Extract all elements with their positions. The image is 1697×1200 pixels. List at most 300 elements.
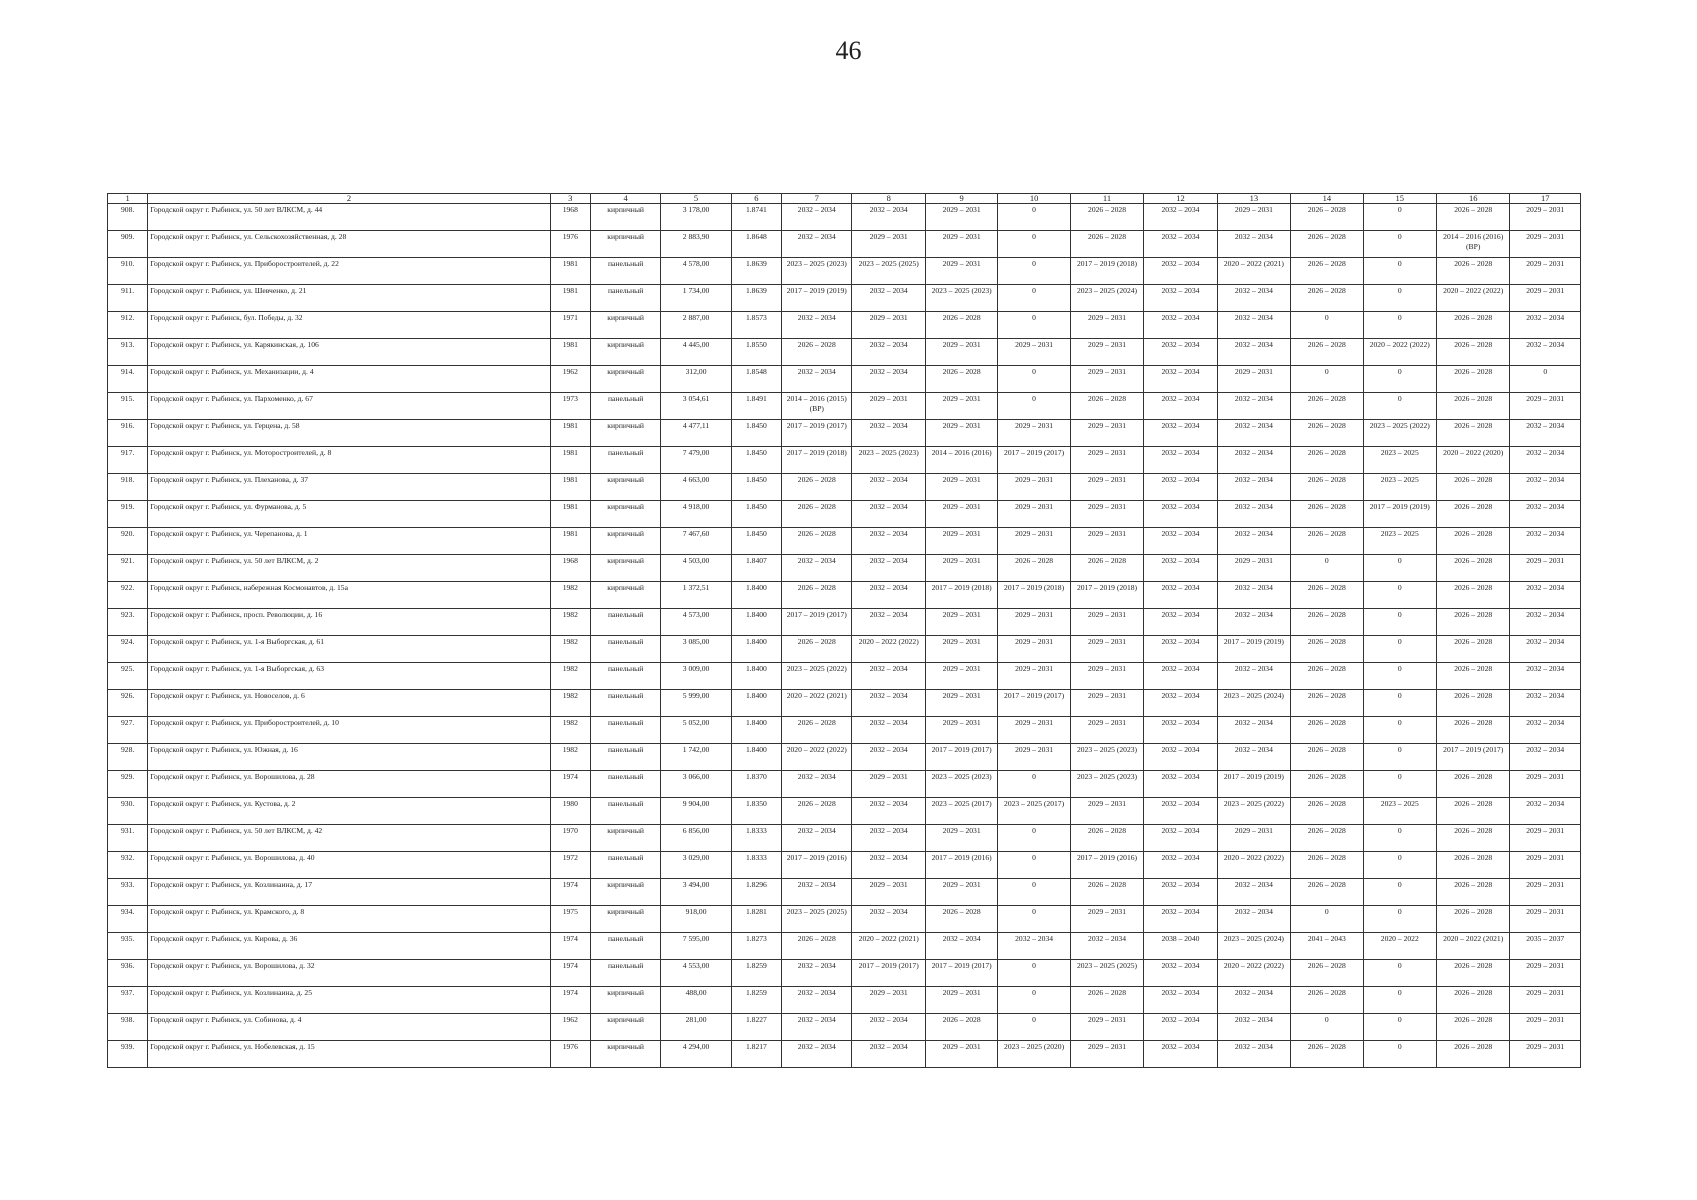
table-cell: 2017 – 2019 (2016): [1070, 852, 1143, 879]
table-cell: 2026 – 2028: [1291, 1041, 1363, 1068]
table-cell: 0: [998, 258, 1070, 285]
table-cell: 2017 – 2019 (2019): [1363, 501, 1436, 528]
table-cell: 2029 – 2031: [925, 555, 997, 582]
table-cell: 2032 – 2034: [1510, 447, 1581, 474]
table-cell: 2020 – 2022 (2021): [852, 933, 925, 960]
table-cell: 1968: [550, 204, 590, 231]
address-cell: Городской округ г. Рыбинск, ул. Сельскохозяйственная, д. 28: [148, 231, 550, 258]
table-cell: 2026 – 2028: [1291, 717, 1363, 744]
address-cell: Городской округ г. Рыбинск, ул. Козлинаина, д. 17: [148, 879, 550, 906]
row-number-cell: 915.: [108, 393, 148, 420]
table-cell: 2032 – 2034: [1217, 717, 1290, 744]
table-cell: 2017 – 2019 (2017): [782, 609, 852, 636]
row-number-cell: 933.: [108, 879, 148, 906]
table-cell: 7 479,00: [661, 447, 731, 474]
table-row: [108, 1014, 1581, 1041]
table-cell: 1962: [550, 366, 590, 393]
table-cell: 0: [1363, 690, 1436, 717]
table-cell: 2026 – 2028: [1436, 663, 1509, 690]
table-cell: 2026 – 2028: [1291, 204, 1363, 231]
table-cell: 2032 – 2034: [852, 744, 925, 771]
table-row: [108, 879, 1581, 906]
table-cell: 2032 – 2034: [852, 582, 925, 609]
table-cell: 2032 – 2034: [1144, 690, 1217, 717]
table-cell: 2032 – 2034: [1144, 501, 1217, 528]
table-cell: 2023 – 2025 (2023): [925, 285, 997, 312]
address-cell: Городской округ г. Рыбинск, ул. Кирова, д. 36: [148, 933, 550, 960]
table-cell: 2032 – 2034: [1217, 285, 1290, 312]
table-cell: 2032 – 2034: [1510, 339, 1581, 366]
table-cell: 2032 – 2034: [1217, 447, 1290, 474]
table-cell: 2032 – 2034: [782, 204, 852, 231]
table-cell: 2026 – 2028: [1291, 663, 1363, 690]
table-cell: 2026 – 2028: [1436, 339, 1509, 366]
table-cell: 2014 – 2016 (2016) (ВР): [1436, 231, 1509, 258]
table-cell: 1.8217: [731, 1041, 781, 1068]
table-row: [108, 582, 1581, 609]
table-cell: 2026 – 2028: [782, 582, 852, 609]
table-cell: 2032 – 2034: [852, 366, 925, 393]
table-cell: 2032 – 2034: [1217, 231, 1290, 258]
table-cell: 2026 – 2028: [1291, 798, 1363, 825]
table-cell: 2026 – 2028: [1436, 555, 1509, 582]
table-cell: 2026 – 2028: [1436, 690, 1509, 717]
table-cell: кирпичный: [590, 366, 660, 393]
table-cell: 2029 – 2031: [852, 231, 925, 258]
table-cell: 0: [1363, 906, 1436, 933]
table-cell: 2032 – 2034: [852, 555, 925, 582]
table-cell: 2032 – 2034: [852, 204, 925, 231]
column-header: 1: [108, 194, 148, 204]
table-cell: 1.8400: [731, 663, 781, 690]
table-cell: 2029 – 2031: [1070, 501, 1143, 528]
table-cell: 2032 – 2034: [782, 1014, 852, 1041]
table-cell: 0: [1363, 231, 1436, 258]
table-cell: 918,00: [661, 906, 731, 933]
table-cell: 2029 – 2031: [1070, 528, 1143, 555]
table-cell: панельный: [590, 285, 660, 312]
address-cell: Городской округ г. Рыбинск, ул. Кустова, д. 2: [148, 798, 550, 825]
table-cell: 2023 – 2025 (2025): [852, 258, 925, 285]
table-cell: 2032 – 2034: [852, 663, 925, 690]
row-number-cell: 929.: [108, 771, 148, 798]
table-cell: 1.8400: [731, 582, 781, 609]
table-cell: кирпичный: [590, 339, 660, 366]
table-cell: 1974: [550, 771, 590, 798]
column-header: 4: [590, 194, 660, 204]
table-cell: 2032 – 2034: [1510, 582, 1581, 609]
table-cell: 281,00: [661, 1014, 731, 1041]
table-cell: 2032 – 2034: [1217, 474, 1290, 501]
table-cell: 2029 – 2031: [1070, 474, 1143, 501]
table-cell: панельный: [590, 393, 660, 420]
table-cell: 0: [998, 906, 1070, 933]
address-cell: Городской округ г. Рыбинск, набережная Космонавтов, д. 15а: [148, 582, 550, 609]
address-cell: Городской округ г. Рыбинск, ул. Герцена, д. 58: [148, 420, 550, 447]
table-cell: 2032 – 2034: [1217, 420, 1290, 447]
table-cell: 2032 – 2034: [1217, 582, 1290, 609]
table-cell: 2032 – 2034: [852, 474, 925, 501]
table-cell: панельный: [590, 663, 660, 690]
table-cell: 2017 – 2019 (2019): [1217, 636, 1290, 663]
table-cell: 0: [998, 231, 1070, 258]
table-cell: 2032 – 2034: [1144, 582, 1217, 609]
address-cell: Городской округ г. Рыбинск, ул. Нобелевская, д. 15: [148, 1041, 550, 1068]
row-number-cell: 914.: [108, 366, 148, 393]
table-cell: 1976: [550, 231, 590, 258]
address-cell: Городской округ г. Рыбинск, бул. Победы, д. 32: [148, 312, 550, 339]
housing-register-table: [107, 193, 1581, 1068]
address-cell: Городской округ г. Рыбинск, ул. Новоселов, д. 6: [148, 690, 550, 717]
table-cell: 2026 – 2028: [1291, 258, 1363, 285]
table-cell: панельный: [590, 636, 660, 663]
table-row: [108, 474, 1581, 501]
table-cell: 2026 – 2028: [925, 906, 997, 933]
table-cell: 2026 – 2028: [782, 717, 852, 744]
column-header: 10: [998, 194, 1070, 204]
table-cell: 0: [1363, 771, 1436, 798]
table-cell: панельный: [590, 798, 660, 825]
table-cell: 2029 – 2031: [925, 231, 997, 258]
table-cell: 2032 – 2034: [1144, 312, 1217, 339]
table-cell: 2029 – 2031: [1510, 231, 1581, 258]
row-number-cell: 927.: [108, 717, 148, 744]
table-cell: 1981: [550, 339, 590, 366]
table-cell: 2032 – 2034: [1144, 717, 1217, 744]
table-cell: 1975: [550, 906, 590, 933]
table-cell: 3 054,61: [661, 393, 731, 420]
address-cell: Городской округ г. Рыбинск, ул. Приборостроителей, д. 22: [148, 258, 550, 285]
table-cell: 2026 – 2028: [1291, 771, 1363, 798]
table-cell: 2029 – 2031: [998, 609, 1070, 636]
table-cell: 2029 – 2031: [852, 987, 925, 1014]
table-cell: 2032 – 2034: [782, 555, 852, 582]
table-cell: 2023 – 2025 (2020): [998, 1041, 1070, 1068]
row-number-cell: 917.: [108, 447, 148, 474]
table-cell: 2032 – 2034: [852, 609, 925, 636]
table-cell: 2026 – 2028: [1070, 204, 1143, 231]
table-cell: 2032 – 2034: [852, 1014, 925, 1041]
table-cell: 2017 – 2019 (2016): [782, 852, 852, 879]
table-cell: 2032 – 2034: [852, 420, 925, 447]
table-cell: 2029 – 2031: [925, 528, 997, 555]
table-cell: 2029 – 2031: [998, 636, 1070, 663]
row-number-cell: 923.: [108, 609, 148, 636]
table-cell: 2026 – 2028: [1291, 231, 1363, 258]
table-cell: 0: [1363, 663, 1436, 690]
table-cell: 2032 – 2034: [1510, 420, 1581, 447]
table-row: [108, 258, 1581, 285]
table-cell: 0: [998, 204, 1070, 231]
table-cell: кирпичный: [590, 1014, 660, 1041]
table-cell: 2032 – 2034: [1144, 852, 1217, 879]
row-number-cell: 936.: [108, 960, 148, 987]
table-cell: 2032 – 2034: [998, 933, 1070, 960]
table-cell: 0: [1363, 366, 1436, 393]
table-cell: 1.8548: [731, 366, 781, 393]
table-cell: 2029 – 2031: [998, 501, 1070, 528]
table-cell: 3 009,00: [661, 663, 731, 690]
column-number-row: [108, 194, 1581, 204]
table-cell: 2026 – 2028: [782, 798, 852, 825]
table-row: [108, 906, 1581, 933]
row-number-cell: 934.: [108, 906, 148, 933]
table-cell: 2020 – 2022 (2022): [1436, 285, 1509, 312]
table-cell: 1.8227: [731, 1014, 781, 1041]
table-cell: 2029 – 2031: [1510, 1041, 1581, 1068]
table-cell: 2032 – 2034: [1144, 879, 1217, 906]
table-cell: 2029 – 2031: [1070, 798, 1143, 825]
table-cell: 2026 – 2028: [1436, 852, 1509, 879]
table-cell: 2032 – 2034: [1217, 744, 1290, 771]
table-cell: 1.8333: [731, 825, 781, 852]
table-cell: панельный: [590, 609, 660, 636]
table-cell: 1.8450: [731, 474, 781, 501]
table-cell: 2029 – 2031: [1070, 906, 1143, 933]
table-cell: 0: [1363, 582, 1436, 609]
table-cell: кирпичный: [590, 1041, 660, 1068]
table-cell: 2032 – 2034: [852, 906, 925, 933]
table-cell: 2014 – 2016 (2016): [925, 447, 997, 474]
table-cell: 0: [1291, 1014, 1363, 1041]
row-number-cell: 922.: [108, 582, 148, 609]
table-cell: 2032 – 2034: [1144, 960, 1217, 987]
table-cell: 2038 – 2040: [1144, 933, 1217, 960]
table-cell: 2023 – 2025 (2025): [1070, 960, 1143, 987]
table-cell: 1.8400: [731, 690, 781, 717]
table-row: [108, 798, 1581, 825]
table-cell: 2023 – 2025: [1363, 474, 1436, 501]
table-cell: 1.8400: [731, 636, 781, 663]
table-cell: 1982: [550, 744, 590, 771]
table-cell: 2029 – 2031: [1070, 690, 1143, 717]
table-cell: 2026 – 2028: [1436, 258, 1509, 285]
table-cell: 2020 – 2022 (2022): [782, 744, 852, 771]
table-cell: 2029 – 2031: [1070, 636, 1143, 663]
table-cell: 2032 – 2034: [1144, 528, 1217, 555]
table-cell: 1.8491: [731, 393, 781, 420]
table-cell: 2032 – 2034: [1217, 1041, 1290, 1068]
table-cell: 2023 – 2025: [1363, 447, 1436, 474]
table-cell: 2032 – 2034: [1144, 744, 1217, 771]
table-cell: 2032 – 2034: [1144, 798, 1217, 825]
table-cell: 2017 – 2019 (2018): [1070, 582, 1143, 609]
row-number-cell: 928.: [108, 744, 148, 771]
table-cell: 0: [1510, 366, 1581, 393]
table-cell: 2026 – 2028: [1436, 825, 1509, 852]
table-cell: 1.8450: [731, 447, 781, 474]
table-cell: 2029 – 2031: [1217, 555, 1290, 582]
table-cell: 2026 – 2028: [1070, 879, 1143, 906]
table-cell: 2026 – 2028: [925, 1014, 997, 1041]
table-cell: кирпичный: [590, 474, 660, 501]
table-cell: 2017 – 2019 (2016): [925, 852, 997, 879]
table-cell: 2029 – 2031: [1510, 852, 1581, 879]
table-row: [108, 1041, 1581, 1068]
table-cell: 2032 – 2034: [782, 366, 852, 393]
column-header: 11: [1070, 194, 1143, 204]
address-cell: Городской округ г. Рыбинск, ул. 50 лет ВЛКСМ, д. 42: [148, 825, 550, 852]
table-cell: кирпичный: [590, 582, 660, 609]
table-cell: 4 503,00: [661, 555, 731, 582]
table-cell: 4 573,00: [661, 609, 731, 636]
table-cell: 2032 – 2034: [1217, 339, 1290, 366]
address-cell: Городской округ г. Рыбинск, ул. Крамского, д. 8: [148, 906, 550, 933]
table-cell: 1.8450: [731, 501, 781, 528]
table-cell: 2032 – 2034: [852, 528, 925, 555]
table-cell: 1982: [550, 582, 590, 609]
table-cell: 0: [998, 366, 1070, 393]
table-cell: 2017 – 2019 (2017): [852, 960, 925, 987]
table-cell: 2032 – 2034: [1144, 771, 1217, 798]
table-cell: 0: [998, 825, 1070, 852]
page-number: 46: [835, 36, 862, 65]
address-cell: Городской округ г. Рыбинск, ул. Южная, д. 16: [148, 744, 550, 771]
table-cell: 2029 – 2031: [1510, 879, 1581, 906]
column-header: 7: [782, 194, 852, 204]
table-cell: 5 999,00: [661, 690, 731, 717]
table-cell: 1982: [550, 690, 590, 717]
table-cell: 5 052,00: [661, 717, 731, 744]
table-cell: 2029 – 2031: [925, 474, 997, 501]
row-number-cell: 931.: [108, 825, 148, 852]
table-cell: 2026 – 2028: [1291, 852, 1363, 879]
table-cell: 2017 – 2019 (2018): [925, 582, 997, 609]
table-cell: 2029 – 2031: [852, 312, 925, 339]
table-cell: 2023 – 2025: [1363, 528, 1436, 555]
table-row: [108, 366, 1581, 393]
table-cell: 2032 – 2034: [1510, 609, 1581, 636]
table-row: [108, 609, 1581, 636]
table-cell: кирпичный: [590, 420, 660, 447]
table-cell: 2020 – 2022 (2021): [1217, 258, 1290, 285]
table-cell: 2032 – 2034: [782, 960, 852, 987]
table-cell: 2029 – 2031: [925, 420, 997, 447]
table-cell: 2032 – 2034: [1144, 393, 1217, 420]
table-cell: 2017 – 2019 (2017): [1436, 744, 1509, 771]
table-cell: 2029 – 2031: [1510, 771, 1581, 798]
table-cell: 2 883,90: [661, 231, 731, 258]
address-cell: Городской округ г. Рыбинск, ул. Механизации, д. 4: [148, 366, 550, 393]
table-cell: кирпичный: [590, 501, 660, 528]
address-cell: Городской округ г. Рыбинск, ул. Козлинаина, д. 25: [148, 987, 550, 1014]
row-number-cell: 925.: [108, 663, 148, 690]
table-cell: 2032 – 2034: [1070, 933, 1143, 960]
table-cell: 2017 – 2019 (2017): [782, 420, 852, 447]
column-header: 8: [852, 194, 925, 204]
table-cell: 0: [1291, 906, 1363, 933]
column-header: 6: [731, 194, 781, 204]
table-cell: 0: [998, 879, 1070, 906]
address-cell: Городской округ г. Рыбинск, ул. Фурманова, д. 5: [148, 501, 550, 528]
table-cell: 2 887,00: [661, 312, 731, 339]
table-cell: панельный: [590, 960, 660, 987]
table-cell: 0: [998, 285, 1070, 312]
table-cell: 2029 – 2031: [925, 663, 997, 690]
table-cell: 2032 – 2034: [852, 501, 925, 528]
table-cell: 2032 – 2034: [1510, 798, 1581, 825]
table-cell: 1974: [550, 960, 590, 987]
row-number-cell: 910.: [108, 258, 148, 285]
address-cell: Городской округ г. Рыбинск, ул. Карякинская, д. 106: [148, 339, 550, 366]
table-cell: 2029 – 2031: [925, 879, 997, 906]
table-cell: 0: [1363, 555, 1436, 582]
table-cell: 2026 – 2028: [1291, 744, 1363, 771]
table-cell: 0: [1363, 879, 1436, 906]
table-cell: 1981: [550, 447, 590, 474]
table-row: [108, 393, 1581, 420]
table-cell: 2026 – 2028: [998, 555, 1070, 582]
table-cell: 2032 – 2034: [1217, 393, 1290, 420]
table-cell: 4 578,00: [661, 258, 731, 285]
table-cell: 1982: [550, 717, 590, 744]
table-cell: 2029 – 2031: [1217, 366, 1290, 393]
table-cell: 2023 – 2025 (2023): [1070, 744, 1143, 771]
table-cell: 2026 – 2028: [1291, 690, 1363, 717]
table-cell: 7 467,60: [661, 528, 731, 555]
table-cell: 1968: [550, 555, 590, 582]
table-cell: 2023 – 2025 (2023): [925, 771, 997, 798]
table-cell: 2026 – 2028: [1436, 1041, 1509, 1068]
table-body: [108, 204, 1581, 1068]
table-cell: 2017 – 2019 (2017): [998, 690, 1070, 717]
table-cell: 2032 – 2034: [1510, 717, 1581, 744]
table-cell: 1.8573: [731, 312, 781, 339]
table-cell: панельный: [590, 933, 660, 960]
table-cell: 4 477,11: [661, 420, 731, 447]
table-cell: 2026 – 2028: [782, 933, 852, 960]
table-cell: 1 734,00: [661, 285, 731, 312]
table-cell: 2029 – 2031: [925, 501, 997, 528]
table-cell: 2023 – 2025 (2022): [782, 663, 852, 690]
table-cell: 2032 – 2034: [852, 852, 925, 879]
table-cell: кирпичный: [590, 879, 660, 906]
table-cell: 2026 – 2028: [1436, 582, 1509, 609]
table-cell: 2032 – 2034: [852, 717, 925, 744]
table-cell: 2026 – 2028: [1070, 987, 1143, 1014]
row-number-cell: 908.: [108, 204, 148, 231]
table-cell: 2035 – 2037: [1510, 933, 1581, 960]
table-cell: 2029 – 2031: [1217, 204, 1290, 231]
table-cell: 2026 – 2028: [1436, 717, 1509, 744]
column-header: 14: [1291, 194, 1363, 204]
table-cell: 2029 – 2031: [1510, 960, 1581, 987]
table-cell: 2026 – 2028: [1436, 987, 1509, 1014]
row-number-cell: 916.: [108, 420, 148, 447]
table-cell: 2026 – 2028: [1291, 285, 1363, 312]
row-number-cell: 920.: [108, 528, 148, 555]
row-number-cell: 921.: [108, 555, 148, 582]
table-cell: 2029 – 2031: [925, 204, 997, 231]
table-cell: 2032 – 2034: [852, 1041, 925, 1068]
row-number-cell: 937.: [108, 987, 148, 1014]
table-cell: 2032 – 2034: [1217, 987, 1290, 1014]
table-cell: 2029 – 2031: [998, 663, 1070, 690]
table-cell: 2032 – 2034: [782, 825, 852, 852]
table-cell: 0: [1363, 960, 1436, 987]
table-cell: 2026 – 2028: [1070, 231, 1143, 258]
table-cell: 2032 – 2034: [1510, 663, 1581, 690]
table-cell: кирпичный: [590, 528, 660, 555]
table-cell: 2029 – 2031: [1510, 987, 1581, 1014]
table-cell: 0: [1363, 258, 1436, 285]
table-cell: 4 294,00: [661, 1041, 731, 1068]
table-cell: 1 742,00: [661, 744, 731, 771]
table-cell: 2029 – 2031: [1510, 555, 1581, 582]
column-header: 16: [1436, 194, 1509, 204]
column-header: 15: [1363, 194, 1436, 204]
table-cell: 2032 – 2034: [1144, 555, 1217, 582]
